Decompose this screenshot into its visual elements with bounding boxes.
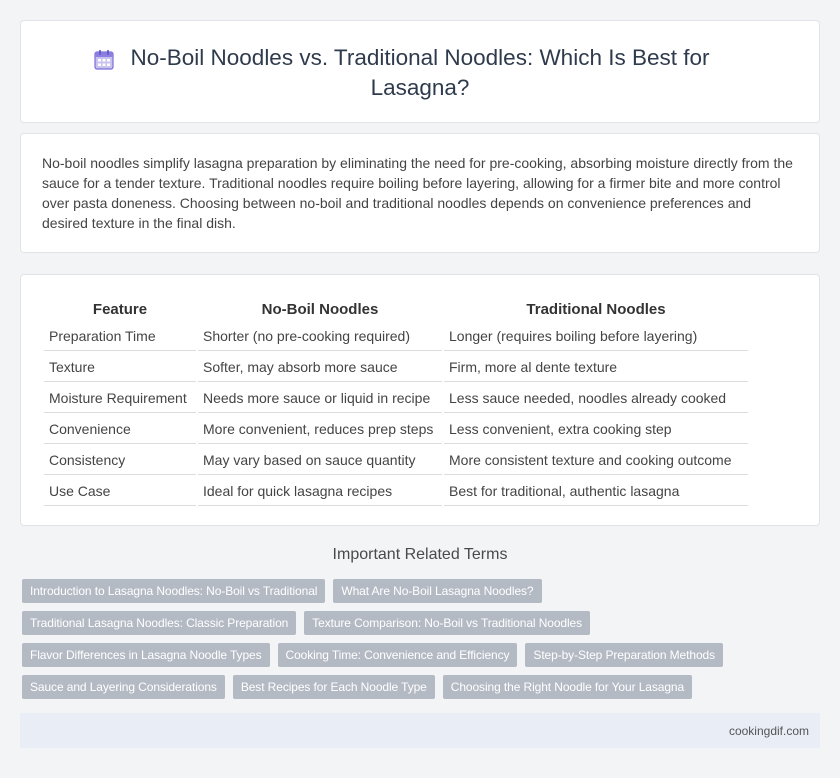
comparison-table xyxy=(42,296,750,508)
intro-card xyxy=(20,133,820,253)
related-term-tag[interactable]: What Are No-Boil Lasagna Noodles? xyxy=(333,579,541,603)
table-cell: Softer, may absorb more sauce xyxy=(198,353,442,382)
table-cell: Shorter (no pre-cooking required) xyxy=(198,322,442,351)
table-cell: Longer (requires boiling before layering) xyxy=(444,322,748,351)
related-term-tag[interactable]: Cooking Time: Convenience and Efficiency xyxy=(278,643,518,667)
table-row xyxy=(44,415,748,444)
table-cell: Needs more sauce or liquid in recipe xyxy=(198,384,442,413)
table-cell: Convenience xyxy=(44,415,196,444)
header-feature: Feature xyxy=(92,301,148,318)
related-term-tag[interactable]: Introduction to Lasagna Noodles: No-Boil vs Traditional xyxy=(22,579,325,603)
related-term-tag[interactable]: Choosing the Right Noodle for Your Lasagna xyxy=(443,675,692,699)
table-header-row xyxy=(44,298,748,320)
related-terms-title: Important Related Terms xyxy=(332,546,508,563)
tag-row xyxy=(22,675,742,707)
footer-site-link[interactable]: cookingdif.com xyxy=(728,724,809,738)
tag-row xyxy=(22,579,742,611)
tag-row xyxy=(22,611,742,643)
related-term-tag[interactable]: Step-by-Step Preparation Methods xyxy=(525,643,723,667)
comparison-card xyxy=(20,274,820,526)
related-terms-list xyxy=(22,579,742,707)
table-cell: More consistent texture and cooking outcome xyxy=(444,446,748,475)
table-cell: Less convenient, extra cooking step xyxy=(444,415,748,444)
related-term-tag[interactable]: Flavor Differences in Lasagna Noodle Types xyxy=(22,643,270,667)
related-term-tag[interactable]: Traditional Lasagna Noodles: Classic Preparation xyxy=(22,611,296,635)
related-term-tag[interactable]: Best Recipes for Each Noodle Type xyxy=(233,675,435,699)
header-traditional: Traditional Noodles xyxy=(526,301,666,318)
table-cell: Use Case xyxy=(44,477,196,506)
table-cell: Preparation Time xyxy=(44,322,196,351)
footer xyxy=(20,713,820,748)
table-row xyxy=(44,477,748,506)
table-cell: Ideal for quick lasagna recipes xyxy=(198,477,442,506)
table-cell: More convenient, reduces prep steps xyxy=(198,415,442,444)
table-row xyxy=(44,384,748,413)
table-cell: Moisture Requirement xyxy=(44,384,196,413)
table-cell: May vary based on sauce quantity xyxy=(198,446,442,475)
related-term-tag[interactable]: Sauce and Layering Considerations xyxy=(22,675,225,699)
table-cell: Consistency xyxy=(44,446,196,475)
intro-paragraph: No-boil noodles simplify lasagna preparation by eliminating the need for pre-cooking, absorbing moisture directly from the sauce for a tender texture. Traditional noodles require boiling before layering, allowing for a firmer bite and more control over pasta doneness. Choosing between no-boil and traditional noodles depends on convenience preferences and desired texture in the final dish. xyxy=(42,155,793,231)
table-row xyxy=(44,353,748,382)
table-row xyxy=(44,446,748,475)
table-cell: Best for traditional, authentic lasagna xyxy=(444,477,748,506)
title-card xyxy=(20,20,820,123)
header-no-boil: No-Boil Noodles xyxy=(261,301,379,318)
table-cell: Texture xyxy=(44,353,196,382)
page-title: No-Boil Noodles vs. Traditional Noodles: Which Is Best for Lasagna? xyxy=(130,45,710,100)
table-row xyxy=(44,322,748,351)
table-cell: Less sauce needed, noodles already cooked xyxy=(444,384,748,413)
table-cell: Firm, more al dente texture xyxy=(444,353,748,382)
related-term-tag[interactable]: Texture Comparison: No-Boil vs Traditional Noodles xyxy=(304,611,590,635)
tag-row xyxy=(22,643,742,675)
